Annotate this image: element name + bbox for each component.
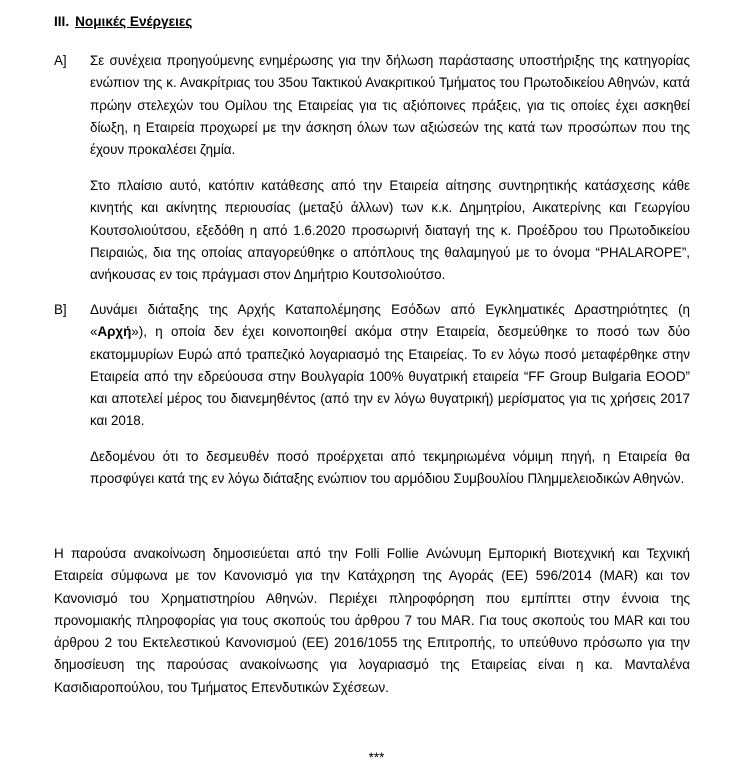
item-b-label: Β] — [54, 302, 67, 317]
item-a-paragraph-2: Στο πλαίσιο αυτό, κατόπιν κατάθεσης από την Εταιρεία αίτησης συντηρητικής κατάσχεσης κάθε κινητής και ακίνητης περιουσίας (μεταξύ άλλων) των κ.κ. Δημητρίου, Αικατερίνης και Γεωργίου Κουτσολιούτσου, εξεδόθη η από 1.6.2020 προσωρινή διαταγή της κ. Προέδρου του Πρωτοδικείου Πειραιώς, δια της οποίας απαγορεύθηκε ο απόπλους της θαλαμηγού με το όνομα “PHALAROPE”, ανήκουσας εν τοις πράγμασι στον Δημήτριο Κουτσολιούτσο. — [90, 178, 690, 283]
item-b-bold-term: Αρχή — [97, 324, 132, 340]
item-b-paragraph-1 — [90, 299, 690, 433]
item-a-label: Α] — [54, 53, 67, 68]
item-b-text-start: Δυνάμει διάταξης της Αρχής Καταπολέμησης Εσόδων από Εγκληματικές Δραστηριότητες (η « — [90, 302, 690, 340]
item-a-paragraph-1: Σε συνέχεια προηγούμενης ενημέρωσης για την δήλωση παράστασης υποστήριξης της κατηγορίας ενώπιον της κ. Ανακρίτριας του 35ου Τακτικού Ανακριτικού Τμήματος του Πρωτοδικείου Αθηνών, κατά πρώην στελεχών του Ομίλου της Εταιρείας για τις αξιόποινες πράξεις, για τις οποίες έχει ασκηθεί δίωξη, η Εταιρεία προχωρεί με την άσκηση όλων των αξιώσεών της κατά των προσώπων που της έχουν προκαλέσει ζημία. — [90, 53, 690, 158]
announcement-paragraph: Η παρούσα ανακοίνωση δημοσιεύεται από την Folli Follie Ανώνυμη Εμπορική Βιοτεχνική και Τεχνική Εταιρεία σύμφωνα με τον Κανονισμό για την Κατάχρηση της Αγοράς (ΕΕ) 596/2014 (MAR) και τον Κανονισμό του Χρηματιστηρίου Αθηνών. Περιέχει πληροφόρηση που εμπίπτει στην έννοια της προνομιακής πληροφορίας για τους σκοπούς του άρθρου 7 του MAR. Για τους σκοπούς του MAR και του άρθρου 2 του Εκτελεστικού Κανονισμού (ΕΕ) 2016/1055 της Επιτροπής, το υπεύθυνο πρόσωπο για την δημοσίευση της παρούσας ανακοίνωσης για λογαριασμό της Εταιρείας είναι η κα. Μανταλένα Κασιδιαροπούλου, του Τμήματος Επενδυτικών Σχέσεων. — [54, 546, 690, 695]
end-mark: *** — [368, 750, 385, 765]
section-heading — [54, 12, 192, 32]
section-title: Νομικές Ενέργειες — [75, 14, 193, 29]
section-number: III. — [54, 14, 70, 29]
item-b-paragraph-2: Δεδομένου ότι το δεσμευθέν ποσό προέρχεται από τεκμηριωμένα νόμιμη πηγή, η Εταιρεία θα προσφύγει κατά της εν λόγω διάταξης ενώπιον του αρμόδιου Συμβουλίου Πλημμελειοδικών Αθηνών. — [90, 449, 690, 487]
item-b-text-end: »), η οποία δεν έχει κοινοποιηθεί ακόμα στην Εταιρεία, δεσμεύθηκε το ποσό των δύο εκατομμυρίων Ευρώ από τραπεζικό λογαριασμό της Εταιρείας. Το εν λόγω ποσό μεταφέρθηκε στην Εταιρεία από την εδρεύουσα στην Βουλγαρία 100% θυγατρική εταιρεία “FF Group Bulgaria EOOD” και αποτελεί μέρος του διανεμηθέντος (από την εν λόγω θυγατρική) μερίσματος για τις χρήσεις 2017 και 2018. — [90, 324, 690, 429]
